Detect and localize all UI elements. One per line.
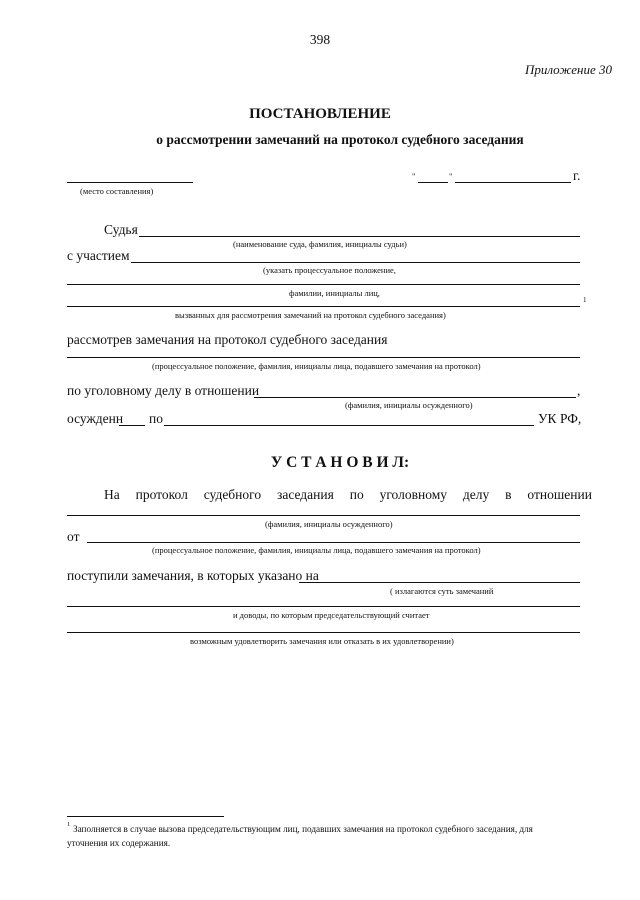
participation-field[interactable] xyxy=(131,262,580,263)
summoned-caption: вызванных для рассмотрения замечаний на протокол судебного заседания) xyxy=(175,310,446,320)
justified-word: в xyxy=(505,487,512,502)
document-title: ПОСТАНОВЛЕНИЕ xyxy=(249,106,391,122)
place-caption: (место составления) xyxy=(80,186,154,196)
participation-label: с участием xyxy=(67,248,130,263)
received-text: поступили замечания, в которых указано на xyxy=(67,568,319,583)
arguments-caption: и доводы, по которым председательствующий считает xyxy=(233,610,430,620)
footnote-text-line-1: Заполняется в случае вызова председательствующим лиц, подавших замечания на протокол судебного заседания, для xyxy=(73,824,533,834)
justified-word: отношении xyxy=(527,487,592,502)
date-day-field[interactable] xyxy=(418,182,448,183)
footnote-separator xyxy=(67,816,224,817)
convict-field-2[interactable] xyxy=(67,515,580,516)
criminal-code-label: УК РФ, xyxy=(538,411,582,426)
names-caption: фамилии, инициалы лиц, xyxy=(289,288,380,298)
considered-text: рассмотрев замечания на протокол судебного заседания xyxy=(67,332,388,347)
justified-word: заседания xyxy=(277,487,334,502)
submitter-field-1[interactable] xyxy=(67,357,580,358)
judge-field[interactable] xyxy=(139,236,580,237)
from-label: от xyxy=(67,529,80,544)
justified-word: протокол xyxy=(135,487,188,502)
appendix-label: Приложение 30 xyxy=(524,62,612,77)
justified-word: уголовному xyxy=(379,487,447,502)
convict-caption-2: (фамилия, инициалы осужденного) xyxy=(265,519,393,529)
document-subtitle: о рассмотрении замечаний на протокол судебного заседания xyxy=(156,132,524,147)
date-close-quote: " xyxy=(449,171,453,181)
criminal-case-comma: , xyxy=(577,383,581,398)
participants-field-2[interactable] xyxy=(67,306,580,307)
footnote-marker: 1 xyxy=(583,296,587,304)
essence-field[interactable] xyxy=(299,582,580,583)
footnote-text-line-2: уточнения их содержания. xyxy=(67,838,171,848)
established-heading: У С Т А Н О В И Л: xyxy=(270,454,410,471)
justified-word: делу xyxy=(462,487,490,502)
date-month-field[interactable] xyxy=(455,182,571,183)
judge-caption: (наименование суда, фамилия, инициалы судьи) xyxy=(233,239,407,249)
submitter-field-2[interactable] xyxy=(87,542,580,543)
decision-caption: возможным удовлетворить замечания или отказать в их удовлетворении) xyxy=(190,636,454,646)
convict-caption-1: (фамилия, инициалы осужденного) xyxy=(345,400,473,410)
submitter-caption-2: (процессуальное положение, фамилия, инициалы лица, подавшего замечания на протокол) xyxy=(152,545,481,555)
footnote-number: 1 xyxy=(67,821,71,828)
justified-word: по xyxy=(349,487,364,502)
convicted-label: осужденн xyxy=(67,411,124,426)
convicted-ending-field[interactable] xyxy=(119,425,145,426)
convicted-by-label: по xyxy=(149,411,163,426)
decision-field[interactable] xyxy=(67,632,580,633)
justified-word: судебного xyxy=(203,487,262,502)
criminal-case-label: по уголовному делу в отношении xyxy=(67,383,260,398)
arguments-field[interactable] xyxy=(67,606,580,607)
justification-line xyxy=(104,487,592,503)
judge-label: Судья xyxy=(104,222,138,237)
submitter-caption-1: (процессуальное положение, фамилия, инициалы лица, подавшего замечания на протокол) xyxy=(152,361,481,371)
justified-word: На xyxy=(104,487,120,502)
participants-field-1[interactable] xyxy=(67,284,580,285)
date-open-quote: " xyxy=(412,171,416,181)
date-year-suffix: г. xyxy=(573,168,581,183)
essence-caption: ( излагаются суть замечаний xyxy=(390,586,494,596)
place-field[interactable] xyxy=(67,182,193,183)
articles-field[interactable] xyxy=(164,425,534,426)
page-number: 398 xyxy=(309,32,331,47)
convict-field-1[interactable] xyxy=(254,397,576,398)
participation-caption: (указать процессуальное положение, xyxy=(263,265,396,275)
